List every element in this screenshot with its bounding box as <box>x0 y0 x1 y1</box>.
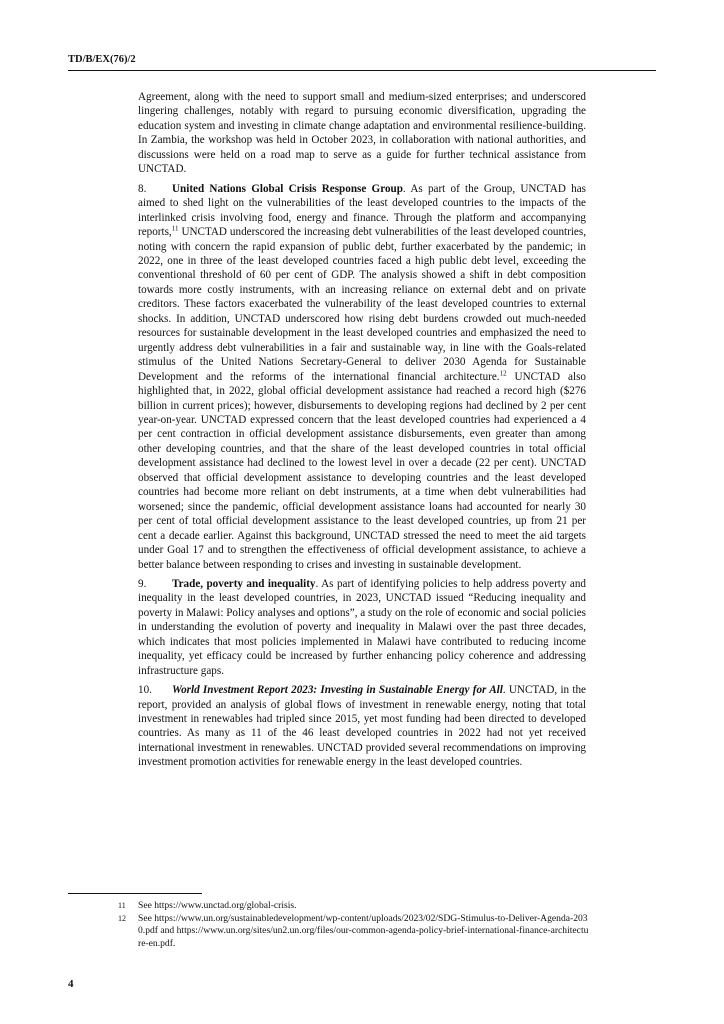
paragraph-title: United Nations Global Crisis Response Group <box>172 182 403 195</box>
paragraph-text: UNCTAD also highlighted that, in 2022, global official development assistance had reached a record high ($276 billion in current prices); however, disbursements to developing regions had declined by 2 per cent year-on-year. UNCTAD expressed concern that the least developed countries had experienced a 4 per cent contraction in official development assistance disbursements, even greater than among other developing countries, and that the share of the least developed countries in total official development assistance had declined to the lowest level in over a decade (22 per cent). UNCTAD observed that official development assistance to developing countries and the least developed countries had become more reliant on debt instruments, at a time when debt vulnerabilities had worsened; since the pandemic, official development assistance loans had accounted for nearly 30 per cent of total official development assistance to the least developed countries, up from 21 per cent a decade earlier. Against this background, UNCTAD stressed the need to meet the aid targets under Goal 17 and to strengthen the effectiveness of official development assistance, to achieve a better balance between responding to crises and investing in sustainable development. <box>138 370 586 571</box>
document-body <box>138 90 586 775</box>
footnote-divider <box>68 893 202 894</box>
footnotes <box>118 900 590 950</box>
footnote-11 <box>118 900 590 913</box>
paragraph-title: Trade, poverty and inequality <box>172 577 316 590</box>
footnote-text: See https://www.unctad.org/global-crisis. <box>138 900 297 911</box>
paragraph-continuation: Agreement, along with the need to support small and medium-sized enterprises; and underscored lingering challenges, notably with regard to pursuing economic diversification, upgrading the education system and investing in climate change adaptation and environmental resilience-building. In Zambia, the workshop was held in October 2023, in collaboration with national authorities, and discussions were held on a road map to serve as a guide for further technical assistance from UNCTAD. <box>138 91 586 176</box>
paragraph-number: 10. <box>138 684 152 697</box>
footnote-number: 11 <box>118 901 126 910</box>
footnote-12 <box>118 913 590 951</box>
document-symbol: TD/B/EX(76)/2 <box>68 54 656 71</box>
paragraph-8 <box>138 182 586 572</box>
paragraph-text: UNCTAD underscored the increasing debt vulnerabilities of the least developed countries, noting with concern the rapid expansion of public debt, further exacerbated by the pandemic; in 2022, one in three of the least developed countries faced a high public debt level, exceeding the conventional threshold of 60 per cent of GDP. The analysis showed a shift in debt composition towards more costly instruments, with an increasing reliance on external debt and on private creditors. These factors exacerbated the vulnerability of the least developed countries to external shocks. In addition, UNCTAD underscored how rising debt burdens crowded out much-needed resources for sustainable development in the least developed countries and emphasized the need to urgently address debt vulnerabilities in a fair and sustainable way, in line with the Goals-related stimulus of the United Nations Secretary-General to deliver 2030 Agenda for Sustainable Development and the reforms of the international financial architecture. <box>138 226 586 383</box>
paragraph-text: . As part of the Group, UNCTAD has aimed to shed light on the vulnerabilities of the least developed countries to the impacts of the interlinked crisis involving food, energy and finance. Through the platform and accompanying reports, <box>138 182 586 239</box>
footnote-ref-11: 11 <box>171 224 179 233</box>
paragraph-number: 9. <box>138 577 147 590</box>
footnote-number: 12 <box>118 913 126 923</box>
paragraph-text: . As part of identifying policies to help address poverty and inequality in the least developed countries, in 2023, UNCTAD issued “Reducing inequality and poverty in Malawi: Policy analyses and options”, a study on the role of economic and social policies in understanding the evolution of poverty and inequality in Malawi over the past three decades, which indicates that most policies implemented in Malawi have contributed to reducing income inequality, yet efficacy could be increased by further enhancing policy coherence and addressing infrastructure gaps. <box>138 577 586 677</box>
footnote-text: See https://www.un.org/sustainabledevelopment/wp-content/uploads/2023/02/SDG-Stimulus-to-Deliver-Agenda-2030.pdf and https://www.un.org/sites/un2.un.org/files/our-common-agenda-policy-brief-international-finance-architecture-en.pdf. <box>138 912 589 949</box>
paragraph-number: 8. <box>138 182 147 195</box>
page-number: 4 <box>68 978 74 990</box>
paragraph-10 <box>138 683 586 770</box>
paragraph-9 <box>138 577 586 678</box>
paragraph-title: World Investment Report 2023: Investing in Sustainable Energy for All <box>172 684 503 697</box>
paragraph-text: . UNCTAD, in the report, provided an analysis of global flows of investment in renewable energy, noting that total investment in renewables had tripled since 2015, yet most funding had been directed to developed countries. As many as 11 of the 46 least developed countries in 2022 had not yet received international investment in renewables. UNCTAD provided several recommendations on improving investment promotion activities for renewable energy in the least developed countries. <box>138 684 586 769</box>
footnote-ref-12: 12 <box>499 368 507 377</box>
